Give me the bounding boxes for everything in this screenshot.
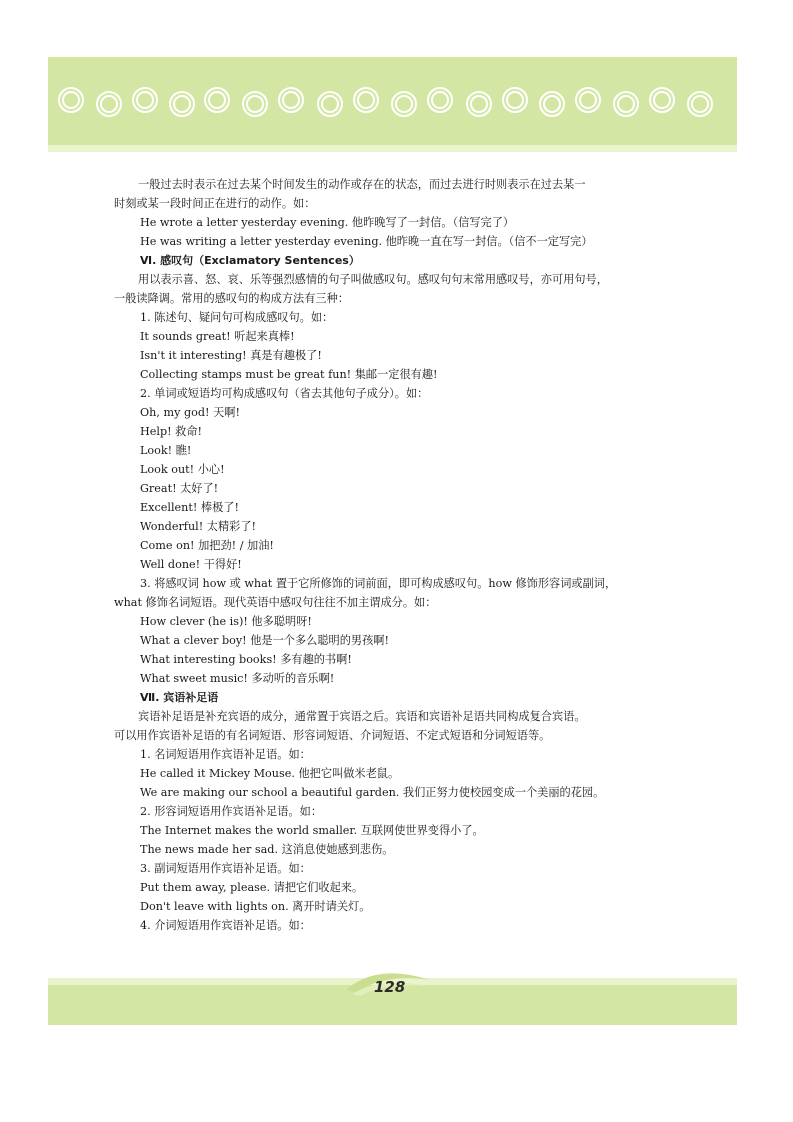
header-stripe <box>48 145 737 152</box>
text-line: 用以表示喜、怒、哀、乐等强烈感情的句子叫做感叹句。感叹句句末常用感叹号，亦可用句号， <box>138 273 608 286</box>
example-line: Collecting stamps must be great fun! 集邮一定很有趣! <box>140 368 438 381</box>
section-heading: Ⅶ. 宾语补足语 <box>140 691 219 704</box>
page-number-badge <box>338 968 438 1002</box>
example-line: We are making our school a beautiful garden. 我们正努力使校园变成一个美丽的花园。 <box>140 786 605 799</box>
text-line: 4. 介词短语用作宾语补足语。如： <box>140 919 311 932</box>
example-line: Great! 太好了! <box>140 482 219 495</box>
example-line: What interesting books! 多有趣的书啊! <box>140 653 352 666</box>
text-line: 2. 形容词短语用作宾语补足语。如： <box>140 805 323 818</box>
section-heading: Ⅵ. 感叹句（Exclamatory Sentences） <box>140 254 360 267</box>
page-number: 128 <box>374 978 406 996</box>
example-line: What a clever boy! 他是一个多么聪明的男孩啊! <box>140 634 389 647</box>
example-line: What sweet music! 多动听的音乐啊! <box>140 672 335 685</box>
example-line: Don't leave with lights on. 离开时请关灯。 <box>140 900 371 913</box>
text-line: 2. 单词或短语均可构成感叹句（省去其他句子成分）。如： <box>140 387 429 400</box>
text-line: 时刻或某一段时间正在进行的动作。如： <box>114 197 316 210</box>
example-line: Help! 救命! <box>140 425 203 438</box>
example-line: Excellent! 棒极了! <box>140 501 239 514</box>
example-line: It sounds great! 听起来真棒! <box>140 330 295 343</box>
text-line: 可以用作宾语补足语的有名词短语、形容词短语、介词短语、不定式短语和分词短语等。 <box>114 729 551 742</box>
example-line: The news made her sad. 这消息使她感到悲伤。 <box>140 843 394 856</box>
example-line: The Internet makes the world smaller. 互联网使世界变得小了。 <box>140 824 484 837</box>
example-line: He was writing a letter yesterday evening. 他昨晚一直在写一封信。（信不一定写完） <box>140 235 593 248</box>
example-line: Isn't it interesting! 真是有趣极了! <box>140 349 322 362</box>
example-line: Put them away, please. 请把它们收起来。 <box>140 881 364 894</box>
example-line: Look! 瞧! <box>140 444 192 457</box>
text-line: 一般读降调。常用的感叹句的构成方法有三种： <box>114 292 349 305</box>
example-line: Oh, my god! 天啊! <box>140 406 240 419</box>
text-line: 3. 副词短语用作宾语补足语。如： <box>140 862 311 875</box>
page-body-text <box>114 175 676 935</box>
text-line: what 修饰名词短语。现代英语中感叹句往往不加主谓成分。如： <box>114 596 437 609</box>
example-line: He wrote a letter yesterday evening. 他昨晚写了一封信。（信写完了） <box>140 216 515 229</box>
text-line: 1. 陈述句、疑问句可构成感叹句。如： <box>140 311 334 324</box>
text-line: 宾语补足语是补充宾语的成分，通常置于宾语之后。宾语和宾语补足语共同构成复合宾语。 <box>138 710 586 723</box>
example-line: Come on! 加把劲! / 加油! <box>140 539 274 552</box>
example-line: How clever (he is)! 他多聪明呀! <box>140 615 312 628</box>
header-ring-decoration <box>48 57 737 145</box>
example-line: Look out! 小心! <box>140 463 225 476</box>
example-line: He called it Mickey Mouse. 他把它叫做米老鼠。 <box>140 767 400 780</box>
text-line: 1. 名词短语用作宾语补足语。如： <box>140 748 311 761</box>
example-line: Wonderful! 太精彩了! <box>140 520 257 533</box>
text-line: 3. 将感叹词 how 或 what 置于它所修饰的词前面，即可构成感叹句。how 修饰形容词或副词， <box>140 577 617 590</box>
text-line: 一般过去时表示在过去某个时间发生的动作或存在的状态，而过去进行时则表示在过去某一 <box>138 178 586 191</box>
example-line: Well done! 干得好! <box>140 558 242 571</box>
